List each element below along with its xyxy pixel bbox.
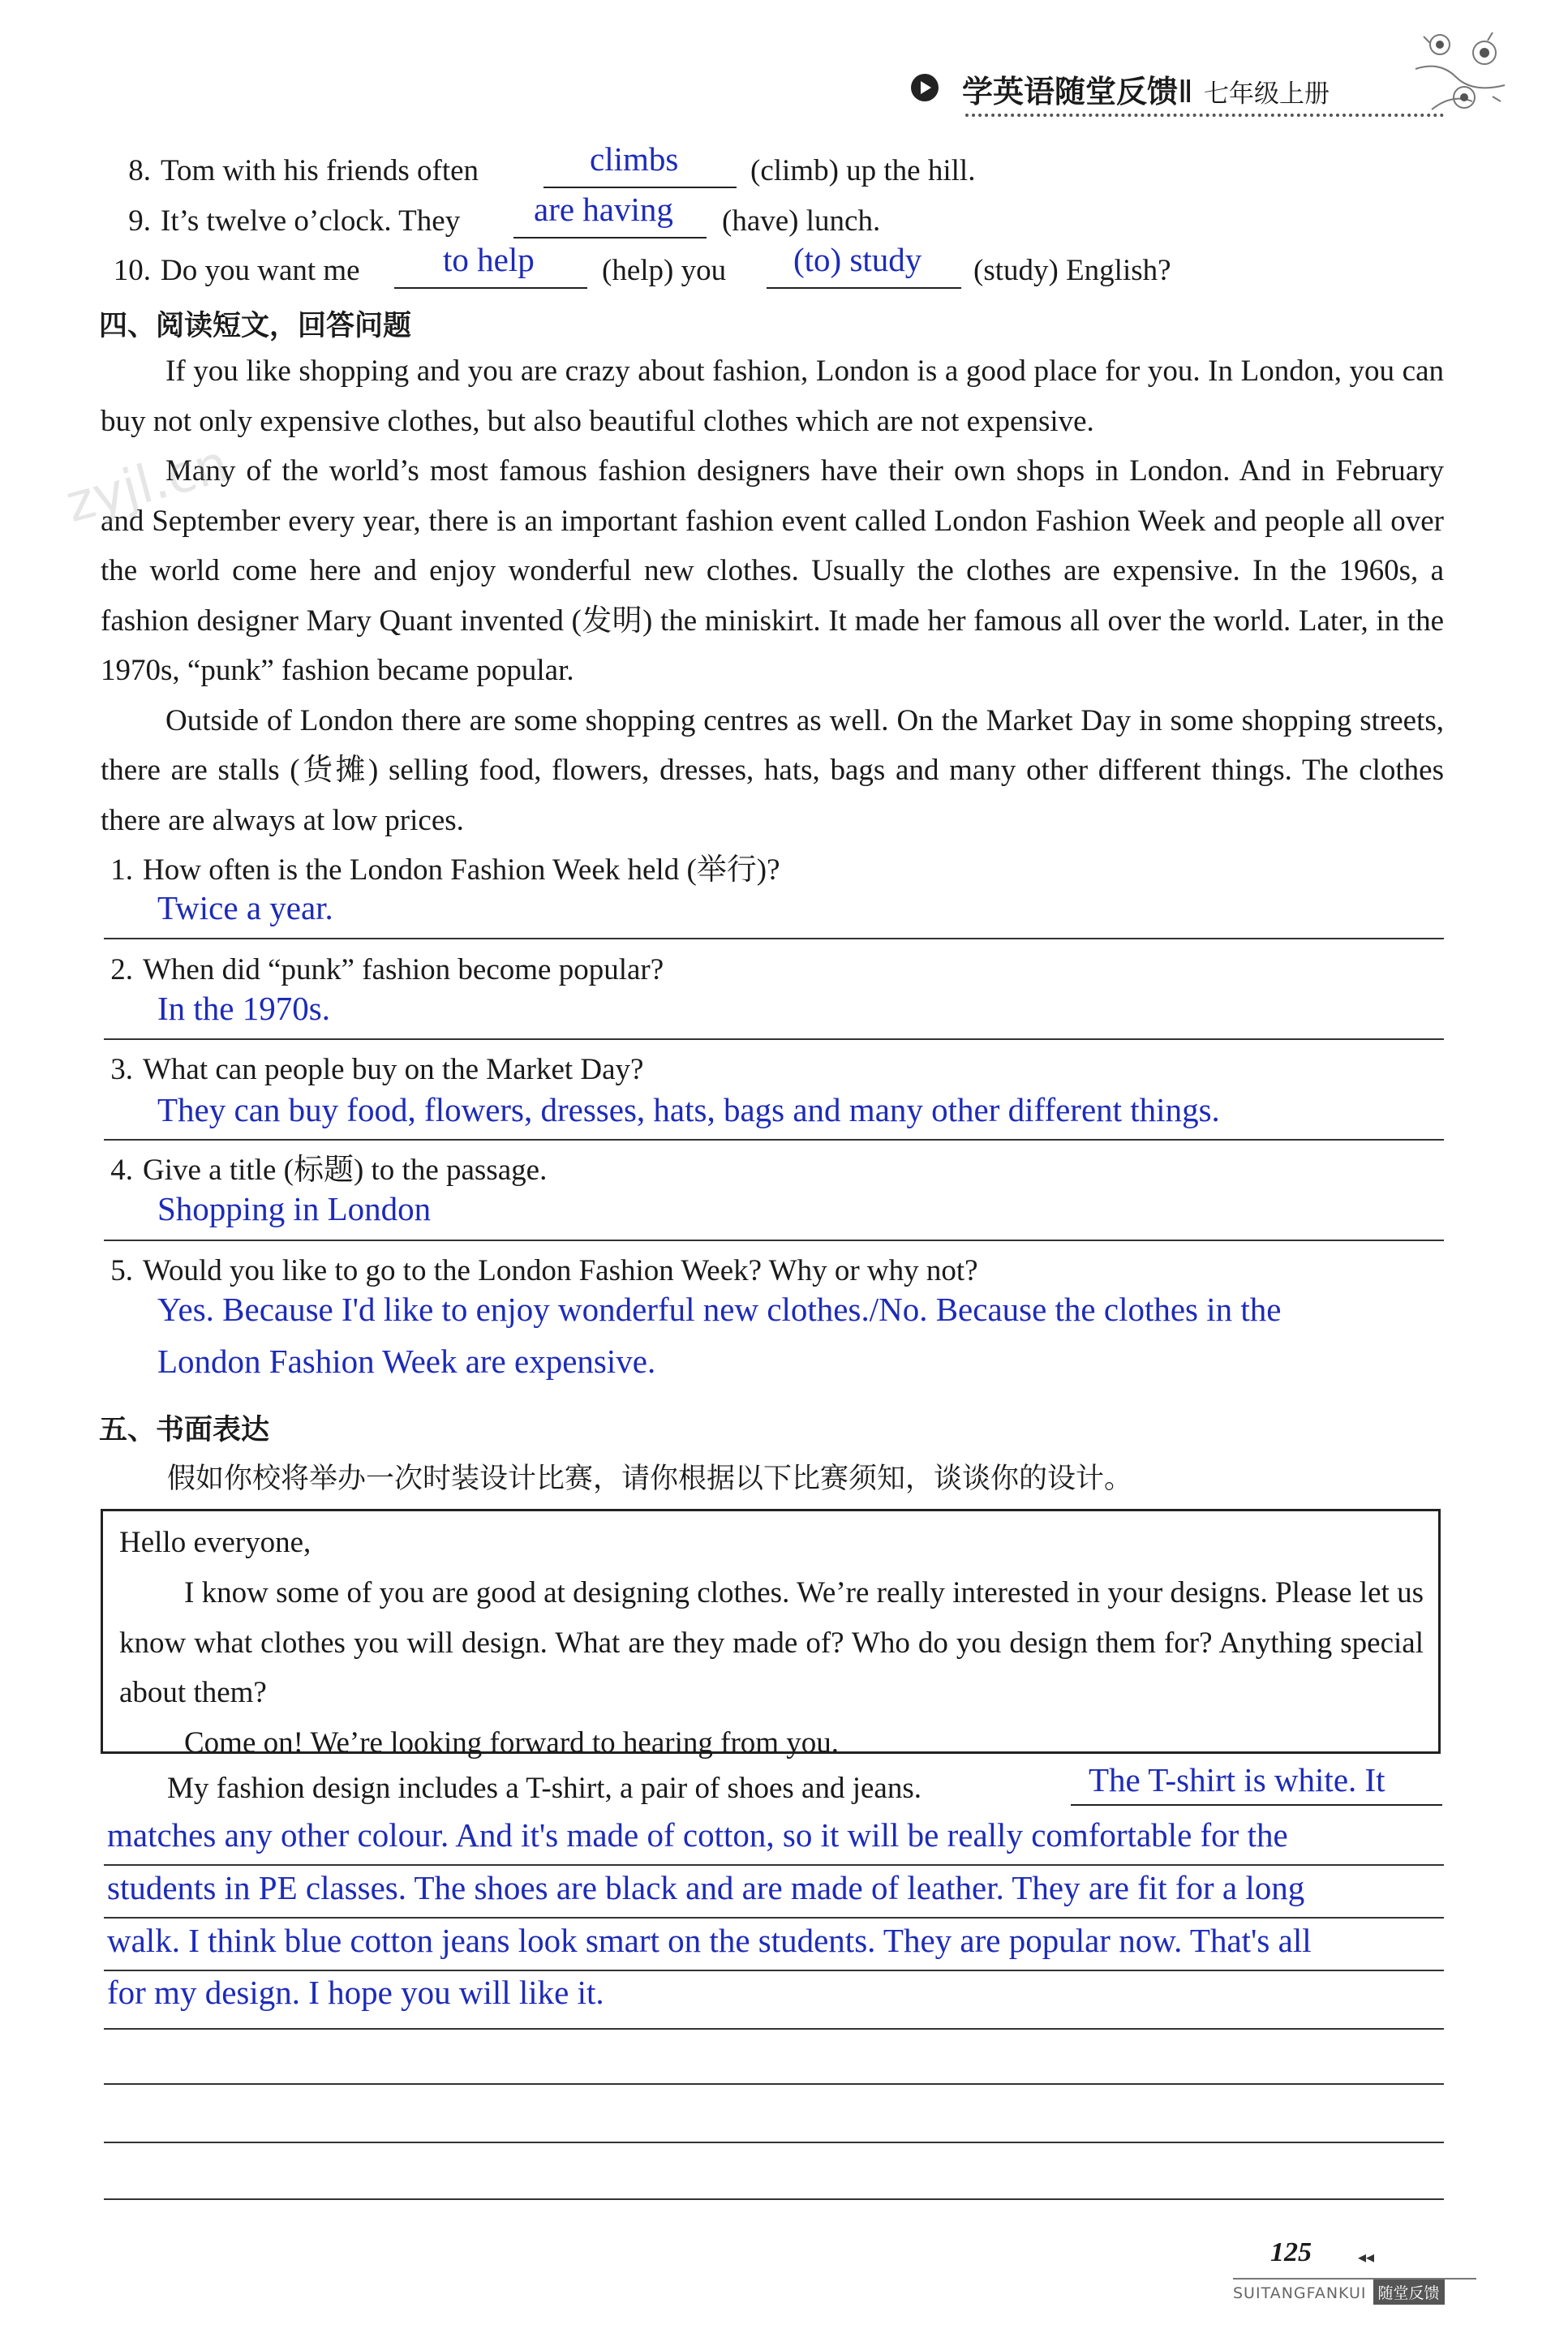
answer-line [104, 938, 1444, 939]
header-decoration-icon [1407, 20, 1513, 126]
essay-line: matches any other colour. And it's made of cotton, so it will be really comfortable for the [107, 1816, 1288, 1854]
item-text: Tom with his friends often [161, 154, 479, 187]
item-number: 5. [110, 1254, 133, 1287]
fill-blank-9 [104, 203, 460, 240]
essay-line: for my design. I hope you will like it. [107, 1974, 604, 2011]
footer-brand-en: SUITANGFANKUI [1233, 2284, 1367, 2302]
notice-box [101, 1509, 1441, 1760]
answer-text: (to) study [793, 241, 922, 278]
item-number: 9. [128, 204, 151, 238]
answer-line [104, 1139, 1444, 1141]
item-number: 4. [110, 1154, 133, 1187]
notice-body: I know some of you are good at designing clothes. We’re really interested in your designs. Please let us know what clothes you will design. What are they made of? Who do you design them for? Anything special about them? [119, 1576, 1424, 1709]
reading-passage [101, 346, 1444, 845]
page-arrows-icon: ◂◂ [1358, 2247, 1375, 2267]
answer-blank [767, 287, 961, 289]
answer-text: climbs [590, 140, 679, 178]
writing-line [1071, 1804, 1442, 1806]
item-text: (climb) up the hill. [750, 154, 976, 187]
answer-text: are having [534, 191, 673, 228]
header-title-main: 学英语随堂反馈 [962, 74, 1179, 110]
notice-greeting: Hello everyone, [119, 1526, 311, 1559]
writing-line [104, 2028, 1444, 2030]
answer-text: In the 1970s. [157, 990, 330, 1027]
answer-text: to help [443, 241, 535, 278]
watermark: zyjl.cn [59, 433, 235, 535]
footer-brand-cn: 随堂反馈 [1373, 2280, 1445, 2305]
header-grade: 七年级上册 [1203, 79, 1330, 109]
answer-text: Yes. Because I'd like to enjoy wonderful new clothes./No. Because the clothes in the [157, 1291, 1282, 1328]
answer-line [104, 1240, 1444, 1241]
answer-text: London Fashion Week are expensive. [157, 1343, 656, 1380]
question-4 [104, 1152, 547, 1189]
passage-paragraph: If you like shopping and you are crazy about fashion, London is a good place for you. In London, you can buy not only expensive clothes, but also beautiful clothes which are not expensive. [101, 355, 1444, 438]
item-text: (study) English? [973, 254, 1171, 287]
section-heading: 四、阅读短文，回答问题 [99, 310, 412, 342]
question-text: What can people buy on the Market Day? [143, 1053, 644, 1086]
writing-line [104, 2198, 1444, 2200]
answer-text: Twice a year. [157, 889, 333, 926]
essay-line: students in PE classes. The shoes are black and are made of leather. They are fit for a long [107, 1869, 1305, 1906]
question-text: How often is the London Fashion Week held (举行)? [143, 853, 780, 887]
essay-starter: My fashion design includes a T-shirt, a pair of shoes and jeans. [167, 1772, 921, 1805]
play-icon [910, 73, 939, 102]
essay-line: walk. I think blue cotton jeans look smart on the students. They are popular now. That's all [107, 1922, 1312, 1959]
answer-line [104, 1038, 1444, 1040]
item-number: 2. [110, 953, 133, 986]
question-5 [104, 1253, 978, 1290]
item-number: 10. [113, 254, 151, 287]
answer-blank [543, 187, 737, 188]
item-text: It’s twelve o’clock. They [161, 204, 461, 238]
header-series: Ⅱ [1178, 74, 1193, 110]
fill-blank-10 [104, 252, 360, 290]
question-text: Would you like to go to the London Fashion Week? Why or why not? [143, 1254, 978, 1287]
page-number: 125 [1270, 2237, 1312, 2267]
passage-paragraph: Many of the world’s most famous fashion designers have their own shops in London. And in February and September every year, there is an important fashion event called London Fashion Week and people all over the world come here and enjoy wonderful new clothes. Usually the clothes are expensive. In the 1960s, a fashion designer Mary Quant invented (发明) the miniskirt. It made her famous all over the world. Later, in the 1970s, “punk” fashion became popular. [101, 454, 1444, 687]
writing-line [104, 1970, 1444, 1971]
writing-line [104, 2083, 1444, 2085]
question-1 [104, 852, 780, 889]
question-text: When did “punk” fashion become popular? [143, 953, 664, 986]
writing-line [104, 1917, 1444, 1919]
fill-blank-8 [104, 153, 479, 190]
answer-text: Shopping in London [157, 1190, 432, 1227]
question-text: Give a title (标题) to the passage. [143, 1154, 548, 1187]
question-2 [104, 952, 664, 989]
header-dotted-line [965, 114, 1444, 117]
section-heading: 五、书面表达 [99, 1414, 270, 1446]
footer-brand [1233, 2278, 1476, 2305]
passage-paragraph: Outside of London there are some shopping centres as well. On the Market Day in some shopping streets, there are stalls (货摊) selling food, flowers, dresses, hats, bags and many other different things. The clothes there are always at low prices. [101, 703, 1444, 837]
header-title [962, 67, 1330, 111]
writing-line [104, 1864, 1444, 1866]
item-text: Do you want me [161, 254, 360, 287]
answer-text: They can buy food, flowers, dresses, hats, bags and many other different things. [157, 1091, 1220, 1128]
question-3 [104, 1051, 643, 1089]
item-text: (help) you [602, 254, 727, 287]
item-number: 3. [110, 1053, 133, 1086]
answer-blank [513, 237, 707, 238]
writing-line [104, 2142, 1444, 2143]
instruction-text: 假如你校将举办一次时装设计比赛，请你根据以下比赛须知，谈谈你的设计。 [167, 1463, 1133, 1495]
item-text: (have) lunch. [722, 204, 881, 238]
notice-closing: Come on! We’re looking forward to hearing from you. [184, 1725, 840, 1760]
answer-blank [394, 287, 587, 289]
item-number: 8. [128, 154, 151, 187]
item-number: 1. [110, 853, 133, 887]
essay-line: The T-shirt is white. It [1089, 1761, 1385, 1798]
